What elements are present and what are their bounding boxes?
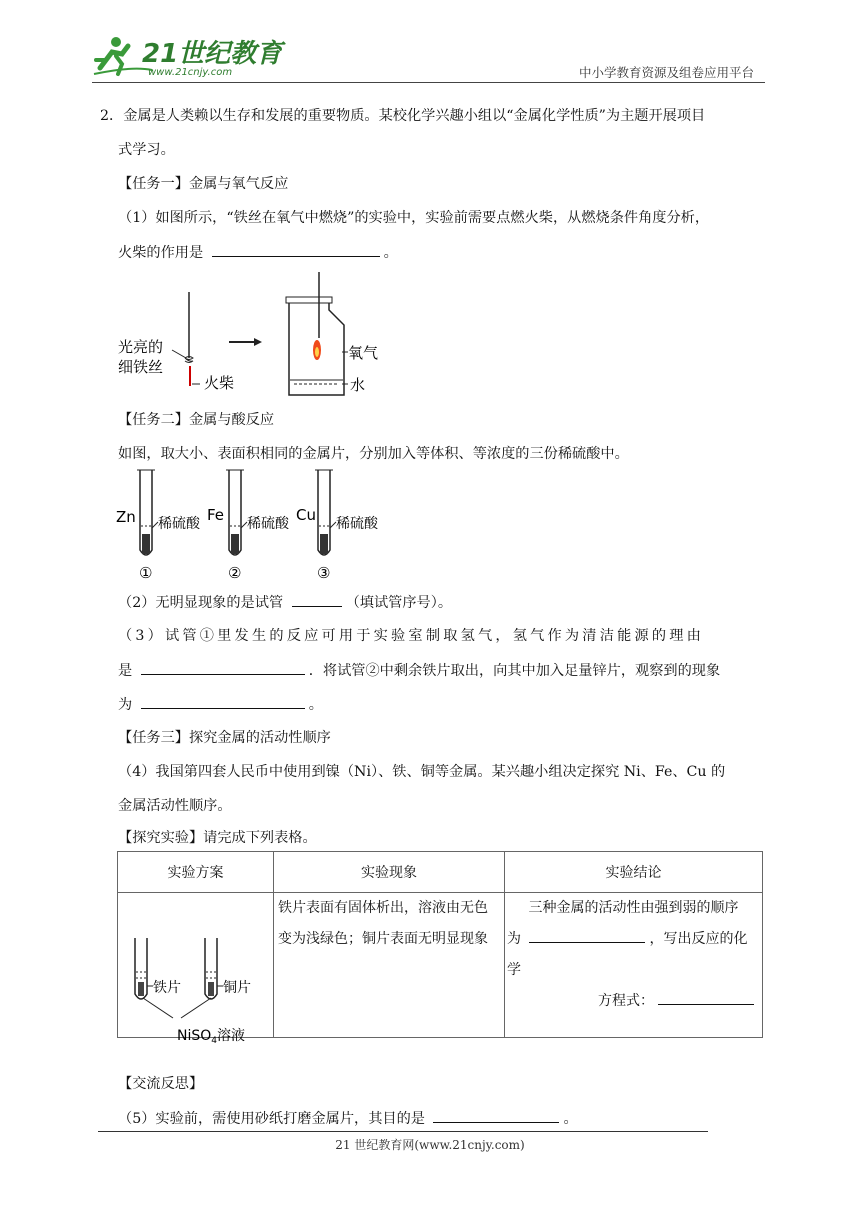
answer-blank-2[interactable] — [292, 592, 342, 607]
experiment-table — [117, 851, 763, 1046]
cell-conclusion — [505, 893, 763, 1038]
answer-blank-5[interactable] — [529, 928, 645, 943]
logo-url: www.21cnjy.com — [148, 67, 233, 78]
q3-prompt-c: 为 — [118, 697, 133, 713]
q1-prompt: 火柴的作用是 — [118, 245, 204, 261]
label-fine-iron-wire: 细铁丝 — [118, 358, 164, 376]
q3-line-3 — [118, 694, 323, 715]
figure-three-test-tubes — [114, 468, 404, 584]
q3-line-1: （3）试管①里发生的反应可用于实验室制取氢气，氢气作为清洁能源的理由 — [118, 628, 705, 644]
metal-label-cu: Cu — [296, 506, 316, 524]
q5-prompt: （5）实验前，需使用砂纸打磨金属片，其目的是 — [118, 1111, 425, 1127]
logo-text: 21世纪教育 — [142, 39, 283, 69]
acid-label-3: 稀硫酸 — [336, 516, 378, 532]
conclusion-prompt-c: 方程式： — [598, 993, 654, 1009]
test-tube-cu — [296, 470, 379, 582]
phenomenon-line-2: 变为浅绿色；铜片表面无明显现象 — [278, 931, 488, 947]
conclusion-line-3 — [507, 986, 760, 1017]
q1-line-2 — [118, 242, 398, 263]
q2-line — [118, 592, 452, 613]
q4-line-2: 金属活动性顺序。 — [118, 798, 232, 814]
task2-text: 如图，取大小、表面积相同的金属片，分别加入等体积、等浓度的三份稀硫酸中。 — [118, 446, 629, 462]
reflect-title: 【交流反思】 — [118, 1076, 204, 1092]
tube-number-3: ③ — [317, 564, 331, 582]
task3-title: 【任务三】探究金属的活动性顺序 — [118, 730, 331, 746]
cell-phenomenon — [274, 893, 505, 1038]
q3-prompt-b: ．将试管②中剩余铁片取出，向其中加入足量锌片，观察到的现象 — [308, 663, 721, 679]
q2-tail: （填试管序号）。 — [345, 595, 453, 611]
q5-line — [118, 1108, 578, 1129]
figure-nisoa-tubes — [119, 894, 269, 1046]
acid-label-2: 稀硫酸 — [247, 516, 289, 532]
test-tube-fe — [207, 470, 290, 582]
label-iron-plate: 铁片 — [153, 980, 181, 996]
header-phenomenon: 实验现象 — [274, 852, 505, 893]
label-water: 水 — [350, 376, 366, 394]
conclusion-line-2 — [507, 924, 760, 986]
q3-line-2 — [118, 660, 720, 681]
header-divider — [92, 82, 765, 83]
label-match: 火柴 — [204, 374, 235, 392]
tube-number-2: ② — [228, 564, 242, 582]
intro-line-1: 2．金属是人类赖以生存和发展的重要物质。某校化学兴趣小组以“金属化学性质”为主题开展项目 — [100, 108, 706, 124]
period: 。 — [563, 1111, 578, 1127]
period: 。 — [383, 245, 398, 261]
metal-label-fe: Fe — [207, 506, 225, 524]
label-nisoa-solution: NiSO$_4$溶液 — [177, 1028, 246, 1046]
header-platform-text: 中小学教育资源及组卷应用平台 — [578, 65, 754, 80]
intro-line-2: 式学习。 — [118, 142, 175, 158]
period: 。 — [308, 697, 323, 713]
answer-blank-1[interactable] — [212, 242, 380, 257]
explore-title: 【探究实验】请完成下列表格。 — [118, 830, 317, 846]
cell-plan — [118, 893, 274, 1046]
q4-line-1: （4）我国第四套人民币中使用到镍（Ni）、铁、铜等金属。某兴趣小组决定探究 Ni、Fe、Cu 的 — [118, 764, 726, 780]
site-logo — [92, 30, 283, 82]
figure-iron-wire-combustion — [114, 270, 384, 400]
header-plan: 实验方案 — [118, 852, 274, 893]
phenomenon-line-1: 铁片表面有固体析出，溶液由无色 — [278, 900, 488, 916]
q3-prompt-a: 是 — [118, 663, 133, 679]
acid-label-1: 稀硫酸 — [158, 516, 200, 532]
q1-line-1: （1）如图所示，“铁丝在氧气中燃烧”的实验中，实验前需要点燃火柴，从燃烧条件角度分析， — [118, 210, 710, 226]
conclusion-line-1: 三种金属的活动性由强到弱的顺序 — [528, 900, 739, 916]
label-oxygen: 氧气 — [348, 344, 379, 362]
task2-title: 【任务二】金属与酸反应 — [118, 412, 275, 428]
answer-blank-6[interactable] — [658, 990, 754, 1005]
tube-number-1: ① — [139, 564, 153, 582]
footer-text: 21 世纪教育网(www.21cnjy.com) — [335, 1138, 525, 1152]
task1-title: 【任务一】金属与氧气反应 — [118, 176, 289, 192]
answer-blank-3[interactable] — [141, 660, 305, 675]
label-shiny: 光亮的 — [118, 338, 164, 356]
q2-prompt: （2）无明显现象的是试管 — [118, 595, 284, 611]
answer-blank-4[interactable] — [141, 694, 305, 709]
conclusion-prompt-b: ，写出反应的化学 — [507, 931, 748, 978]
conclusion-prompt-a: 为 — [507, 931, 521, 947]
metal-label-zn: Zn — [116, 508, 136, 526]
footer-divider — [98, 1131, 708, 1132]
answer-blank-7[interactable] — [433, 1108, 559, 1123]
header-conclusion: 实验结论 — [505, 852, 763, 893]
label-copper-plate: 铜片 — [223, 980, 251, 996]
test-tube-zn — [116, 470, 201, 582]
